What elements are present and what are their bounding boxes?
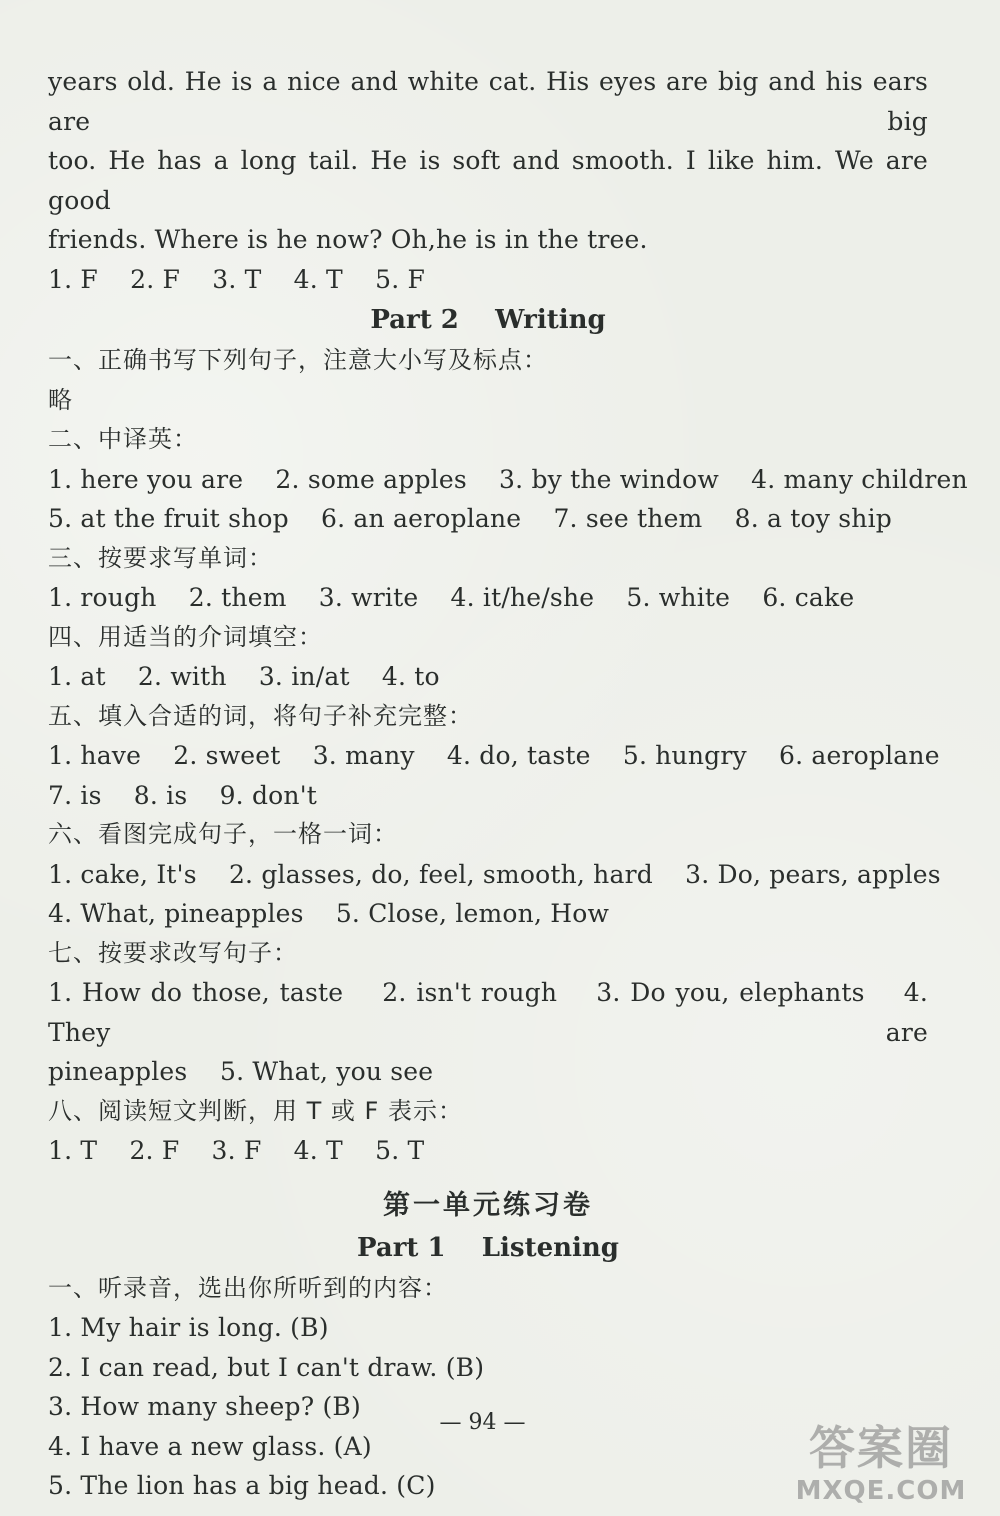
answer-item: 1. F (48, 264, 98, 294)
q6-title: 六、看图完成句子，一格一词： (48, 820, 398, 848)
answer-item: 3. write (318, 583, 419, 612)
part2-heading: Part 2 Writing (370, 305, 606, 335)
answer-item: 6. aeroplane (778, 741, 940, 770)
q5-answers-row-2 (48, 776, 928, 816)
q3-title: 三、按要求写单词： (48, 543, 273, 572)
q2-answers-row-2 (48, 499, 928, 539)
q6-answers-row-2 (48, 894, 928, 934)
list-item: 3. How many sheep? (B) (48, 1392, 361, 1421)
answer-item: 4. many children (751, 464, 968, 494)
answer-item: 4. do, taste (446, 741, 591, 770)
answer-item: 5. white (626, 583, 731, 612)
watermark-logo (776, 1420, 986, 1506)
passage-line-3: friends. Where is he now? Oh,he is in the tree. (48, 225, 648, 254)
q5-title: 五、填入合适的词，将句子补充完整： (48, 701, 473, 730)
answer-item: 2. sweet (173, 741, 281, 770)
l1-title: 一、听录音，选出你所听到的内容： (48, 1273, 448, 1302)
watermark-logo-text: 答案圈 (809, 1421, 953, 1475)
q4-title: 四、用适当的介词填空： (48, 622, 323, 651)
answer-item: 3. in/at (258, 662, 350, 691)
list-item: 5. The lion has a big head. (C) (48, 1471, 436, 1500)
answer-item: 4. T (293, 264, 343, 294)
q2-title: 二、中译英： (48, 425, 198, 453)
list-item: 4. I have a new glass. (A) (48, 1431, 372, 1461)
answer-item: 3. T (212, 264, 262, 294)
answer-item: 1. cake, It's (48, 859, 197, 889)
answer-item: 2. glasses, do, feel, smooth, hard (228, 859, 653, 889)
unit-title: 第一单元练习卷 (383, 1189, 593, 1221)
answer-item: 1. at (48, 662, 106, 691)
q3-answers-row-1 (48, 578, 928, 618)
part1-heading: Part 1 Listening (357, 1232, 619, 1263)
answer-item: 1. T (48, 1136, 98, 1165)
answer-item: 7. see them (553, 504, 703, 533)
watermark-url: MXQE.COM (795, 1476, 967, 1506)
q7-answers-line-1: 1. How do those, taste 2. isn't rough 3. Do you, elephants 4. They are (48, 978, 937, 1047)
list-item: 2. I can read, but I can't draw. (B) (48, 1352, 485, 1382)
answer-item: 2. F (130, 264, 181, 294)
q2-answers-row-1 (48, 460, 968, 500)
answer-item: 3. by the window (499, 464, 719, 494)
q7-answers-line-2: pineapples 5. What, you see (48, 1057, 434, 1086)
answer-item: 5. F (375, 264, 426, 294)
answer-item: 2. with (137, 662, 227, 691)
answer-item: 9. don't (219, 780, 318, 810)
answer-item: 8. a toy ship (734, 504, 892, 533)
answer-item: 3. Do, pears, apples (685, 859, 941, 889)
q1-title: 一、正确书写下列句子，注意大小写及标点： (48, 346, 548, 374)
page-content (48, 62, 968, 1506)
answer-item: 1. rough (48, 583, 157, 612)
passage-line-2: too. He has a long tail. He is soft and smooth. I like him. We are good (48, 146, 928, 215)
answer-item: 5. hungry (622, 741, 747, 770)
answer-item: 5. T (375, 1136, 425, 1165)
q7-title: 七、按要求改写句子： (48, 938, 298, 967)
answer-item: 4. it/he/she (450, 583, 595, 612)
answer-item: 3. many (312, 741, 415, 770)
q1-answer: 略 (48, 385, 73, 414)
q8-answers-row-1 (48, 1131, 928, 1171)
answer-item: 6. cake (762, 583, 855, 612)
answer-item: 8. is (133, 780, 188, 810)
answer-item: 2. them (188, 583, 287, 612)
answer-item: 2. some apples (275, 464, 467, 494)
answer-item: 6. an aeroplane (321, 504, 522, 533)
list-item: 1. My hair is long. (B) (48, 1313, 329, 1342)
q5-answers-row-1 (48, 736, 940, 776)
answer-item: 4. What, pineapples (48, 899, 304, 928)
answer-item: 1. have (48, 741, 142, 770)
answer-item: 5. Close, lemon, How (335, 899, 610, 928)
answer-item: 4. to (381, 662, 440, 691)
answer-item: 2. F (129, 1136, 180, 1165)
passage-answers (48, 260, 928, 300)
q6-answers-row-1 (48, 855, 941, 895)
answer-item: 1. here you are (48, 464, 244, 494)
page-number: — 94 — (439, 1410, 526, 1435)
answer-item: 5. at the fruit shop (48, 504, 289, 533)
passage-line-1: years old. He is a nice and white cat. His eyes are big and his ears are big (48, 67, 928, 136)
answer-item: 3. F (211, 1136, 262, 1165)
q4-answers-row-1 (48, 657, 928, 697)
q8-title: 八、阅读短文判断，用 T 或 F 表示： (48, 1096, 463, 1125)
answer-item: 4. T (293, 1136, 343, 1165)
answer-item: 7. is (48, 780, 102, 810)
